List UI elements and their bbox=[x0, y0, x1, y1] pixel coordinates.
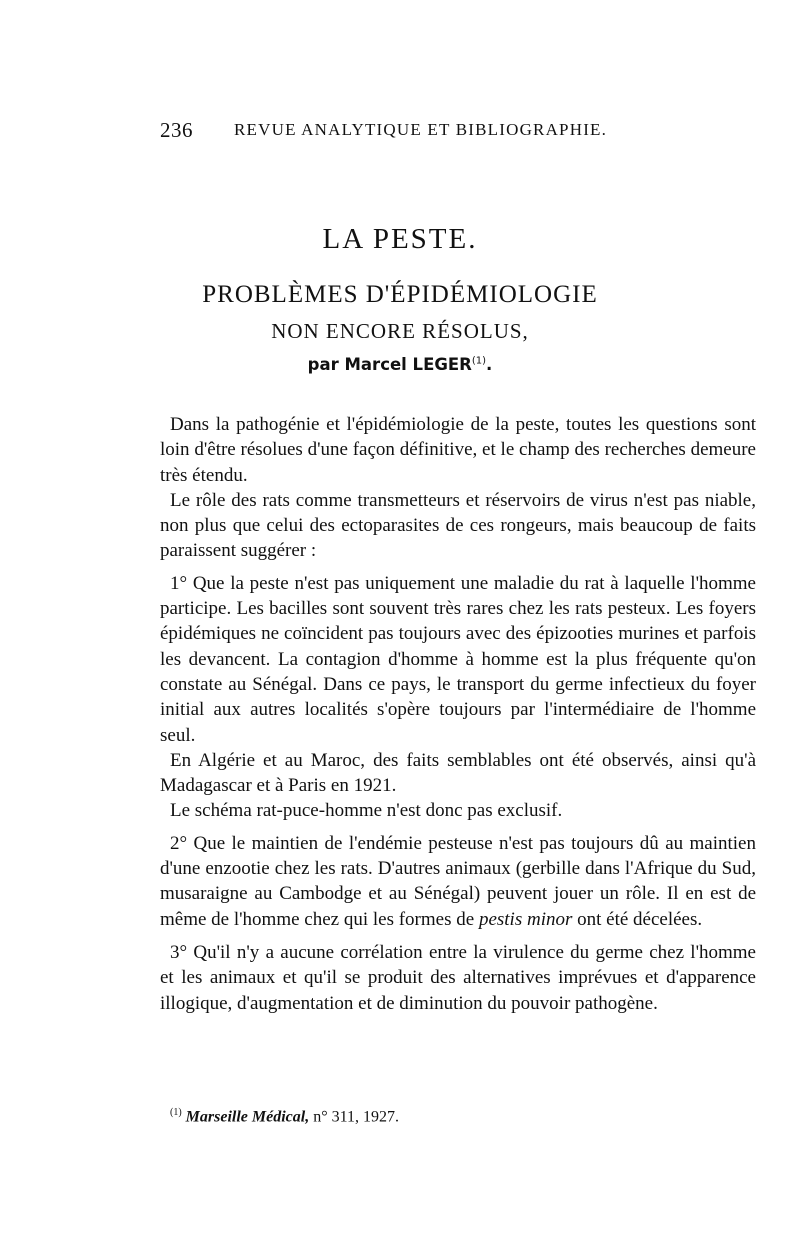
paragraph-point-2-end: ont été décelées. bbox=[577, 908, 703, 930]
journal-title: REVUE ANALYTIQUE ET BIBLIOGRAPHIE. bbox=[234, 120, 608, 139]
footnote-reference[interactable]: (1) bbox=[471, 355, 487, 367]
footnote-ref: n° 311, 1927. bbox=[313, 1108, 400, 1126]
footnote bbox=[170, 1107, 750, 1126]
pestis-minor-term: pestis minor bbox=[478, 908, 573, 930]
author: par Marcel LEGER bbox=[307, 355, 472, 374]
paragraph-point-1: 1° Que la peste n'est pas uniquement une maladie du rat à laquelle l'homme participe. Les bacilles sont souvent très rares chez les rats pesteux. Les foyers épidémiques ne coïncident pas toujours avec des épizooties murines et parfois les devancent. La contagion d'homme à homme est la plus fréquente qu'on constate au Sénégal. Dans ce pays, le transport du germe infectieux du foyer initial aux autres localités s'opère toujours par l'intermédiaire de l'homme seul. bbox=[160, 572, 756, 746]
paragraph-point-2 bbox=[160, 831, 756, 932]
paragraph-point-3: 3° Qu'il n'y a aucune corrélation entre la virulence du germe chez l'homme et les animaux et qu'il se produit des alternatives imprévues et d'apparence illogique, d'augmentation et de diminution du pouvoir pathogène. bbox=[160, 941, 756, 1014]
paragraph-rats: Le rôle des rats comme transmetteurs et réservoirs de virus n'est pas niable, non plus que celui des ectoparasites de ces rongeurs, mais beaucoup de faits paraissent suggérer : bbox=[160, 489, 756, 562]
running-head bbox=[160, 118, 800, 148]
article-subtitle-continued: NON ENCORE RÉSOLUS, bbox=[271, 319, 529, 343]
article-title: LA PESTE. bbox=[322, 223, 478, 255]
paragraph-point-2-text: 2° Que le maintien de l'endémie pesteuse n'est pas toujours dû au maintien d'une enzootie chez les rats. D'autres animaux (gerbille dans l'Afrique du Sud, musaraigne au Cambodge et au Sénégal) peuvent jouer un rôle. Il en est de même de l'homme chez qui les formes de bbox=[160, 832, 756, 930]
article-subtitle: PROBLÈMES D'ÉPIDÉMIOLOGIE bbox=[202, 281, 598, 308]
paragraph-algeria: En Algérie et au Maroc, des faits semblables ont été observés, ainsi qu'à Madagascar et à Paris en 1921. bbox=[160, 749, 756, 797]
paragraph-intro: Dans la pathogénie et l'épidémiologie de la peste, toutes les questions sont loin d'être résolues d'une façon définitive, et le champ des recherches demeure très étendu. bbox=[160, 414, 756, 486]
footnote-marker: (1) bbox=[170, 1107, 182, 1118]
paragraph-schema: Le schéma rat-puce-homme n'est donc pas exclusif. bbox=[170, 800, 563, 822]
footnote-journal: Marseille Médical, bbox=[185, 1108, 310, 1126]
page-number: 236 bbox=[160, 118, 193, 142]
byline: par Marcel LEGER$^{(1)}$. bbox=[307, 355, 493, 374]
article-body bbox=[160, 412, 756, 1016]
